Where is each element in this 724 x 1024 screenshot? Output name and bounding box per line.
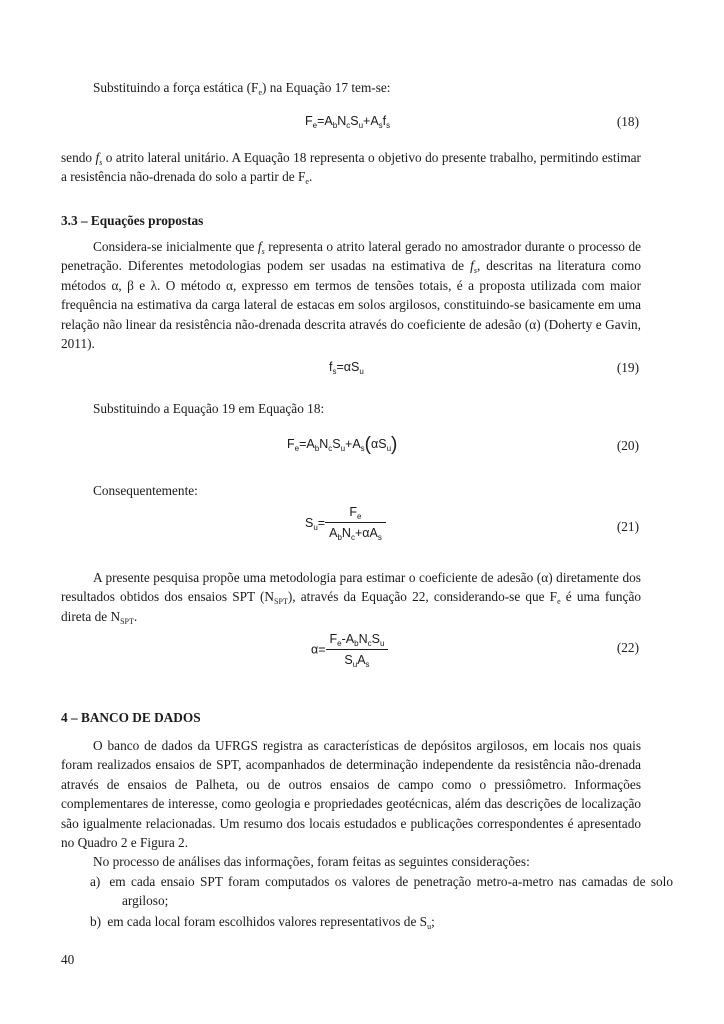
- equation-22-formula: α= $\frac{F_e-A_bN_cS_u}{S_uA_s}$: [311, 632, 388, 667]
- section-heading-4: 4 – BANCO DE DADOS: [61, 710, 201, 725]
- paper-page: [61, 0, 674, 1024]
- equation-19-formula: $f_s=\alpha S_u$: [329, 360, 364, 376]
- equation-22: [61, 632, 641, 680]
- equation-18: [61, 110, 641, 150]
- equation-21-number: (21): [616, 519, 639, 534]
- section-heading-3-3: 3.3 – Equações propostas: [61, 213, 204, 228]
- page-number: 40: [61, 952, 75, 967]
- equation-22-number: (22): [616, 640, 639, 655]
- equation-20: [61, 432, 641, 472]
- paragraph-proposed-equations: Considera-se inicialmente que $f_s$ representa o atrito lateral gerado no amostrador durante o processo de penetração. Diferentes metodologias podem ser usadas na estimativa de $f_s$, descritas na literatura como métodos α, β e λ. O método α, expresso em termos de tensões totais, é a proposta utilizada com maior frequência na estimativa da carga lateral de estacas em solos argilosos, constituindo-se basicamente em uma relação não linear da resistência não-drenada descrita através do coeficiente de adesão (α) (Doherty e Gavin, 2011).: [61, 239, 641, 352]
- equation-19: [61, 356, 641, 396]
- equation-20-number: (20): [616, 438, 639, 453]
- paragraph-consequently: Consequentemente:: [93, 483, 198, 498]
- equation-18-number: (18): [616, 114, 639, 129]
- equation-20-formula: $F_e=A_bN_cS_u+A_s(\alpha S_u)$: [287, 434, 398, 455]
- paragraph-considerations: No processo de análises das informações, foram feitas as seguintes considerações:: [93, 854, 530, 869]
- equation-21: [61, 505, 641, 553]
- list-item-a: a) em cada ensaio SPT foram computados os valores de penetração metro-a-metro nas camadas de solo argiloso;: [90, 874, 674, 909]
- paragraph-eq18-explanation: sendo $f_s$ o atrito lateral unitário. A Equação 18 representa o objetivo do presente trabalho, permitindo estimar a resistência não-drenada do solo a partir de $F_e$.: [61, 150, 641, 187]
- equation-19-number: (19): [616, 360, 639, 375]
- equation-18-formula: $F_e=A_bN_cS_u+A_sf_s$: [305, 114, 391, 130]
- paragraph-methodology: A presente pesquisa propõe uma metodologia para estimar o coeficiente de adesão (α) diretamente dos resultados obtidos dos ensaios SPT $(N_{SPT})$, através da Equação 22, considerando-se que $F_e$ é uma função direta de $N_{SPT}$.: [61, 570, 642, 626]
- list-item-b: b) em cada local foram escolhidos valores representativos de $S_u$;: [90, 914, 435, 931]
- paragraph-database: O banco de dados da UFRGS registra as características de depósitos argilosos, em locais nos quais foram realizados ensaios de SPT, acompanhados de determinação independente da resistência não-drenada através de ensaios de Palheta, ou de outros ensaios de campo como o pressiômetro. Informações complementares de interesse, como geologia e propriedades geotécnicas, além das descrições de localização são igualmente relacionadas. Um resumo dos locais estudados e publicações correspondentes é apresentado no Quadro 2 e Figura 2.: [61, 738, 641, 851]
- equation-21-formula: $S_u=$ $\frac{F_e}{A_bN_c+\alpha A_s}$: [305, 505, 386, 540]
- paragraph-intro: Substituindo a força estática $(F_e)$ na Equação 17 tem-se:: [93, 80, 391, 97]
- paragraph-substituting: Substituindo a Equação 19 em Equação 18:: [93, 401, 325, 416]
